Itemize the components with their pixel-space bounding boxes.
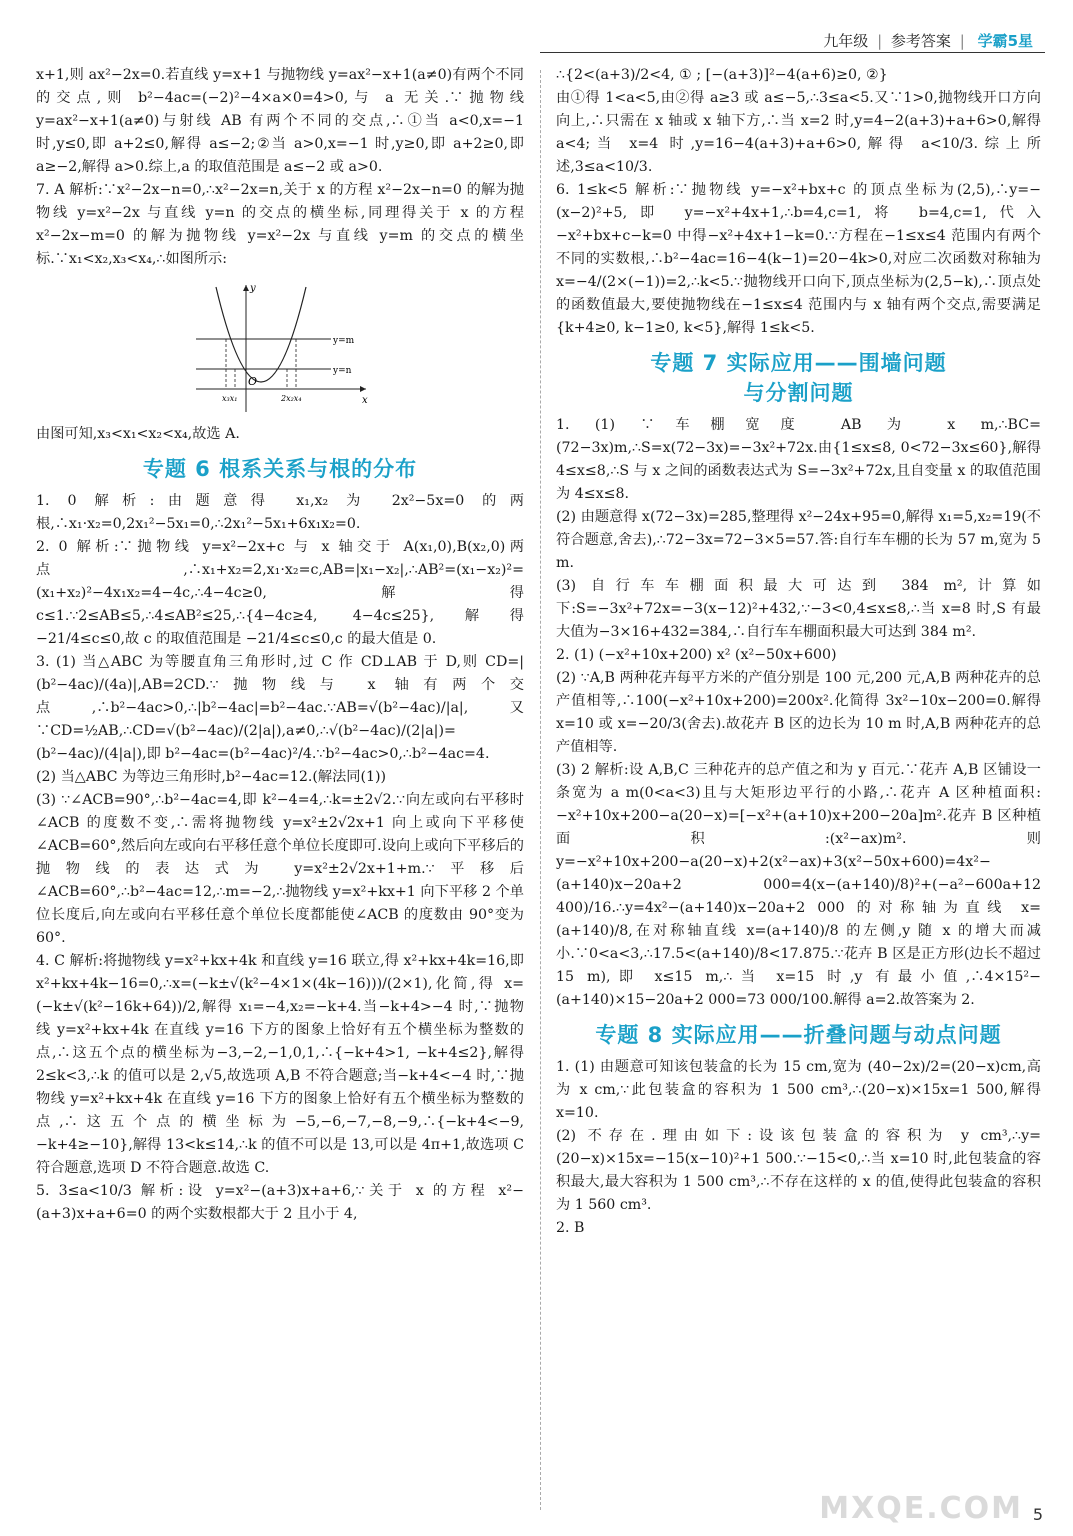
header-rule xyxy=(540,52,1045,53)
right-paragraph-12: 2. B xyxy=(556,1220,585,1236)
section-title-7-line-2: 与分割问题 xyxy=(743,381,854,405)
parabola-curve xyxy=(216,287,306,382)
right-column xyxy=(556,64,1041,1240)
parabola-figure xyxy=(186,277,376,417)
right-paragraph-6: (3) 自行车车棚面积最大可达到 384 m²,计算如下:S=−3x²+72x=−3(x−12)²+432,∵−3<0,4≤x≤8,∴当 x=8 时,S 有最大值为−3×16+432=384,∴自行车车棚面积最大可达到 384 m². xyxy=(556,578,1041,640)
x-axis-arrow xyxy=(360,386,366,392)
left-paragraph-10: 5. 3≤a<10/3 解析:设 y=x²−(a+3)x+a+6,∵关于 x 的方程 x²−(a+3)x+a+6=0 的两个实数根都大于 2 且小于 4, xyxy=(36,1183,524,1222)
page-number: 5 xyxy=(1032,1505,1043,1524)
y-axis-arrow xyxy=(243,285,249,291)
right-paragraph-8: (2) ∵A,B 两种花卉每平方米的产值分别是 100 元,200 元,A,B 两种花卉的总产值相等,∴100(−x²+10x+200)=200x².化简得 3x²−10x−200=0.解得 x=10 或 x=−20/3(舍去).故花卉 B 区的边长为 10 m 时,A,B 两种花卉的总产值相等. xyxy=(556,670,1041,755)
left-paragraph-9: 4. C 解析:将抛物线 y=x²+kx+4k 和直线 y=16 联立,得 x²+kx+4k=16,即 x²+kx+4k−16=0,∴x=(−k±√(k²−4×1×(4k−16)))/(2×1),化简,得 x=(−k±√(k²−16k+64))/2,解得 x₁=−4,x₂=−k+4.当−k+4>−4 时,∵抛物线 y=x²+kx+4k 在直线 y=16 下方的图象上恰好有五个横坐标为整数的点,∴这五个点的横坐标为−3,−2,−1,0,1,∴{−k+4>1, −k+4≤2},解得 2≤k<3,∴k 的值可以是 2,√5,故选项 A,B 不符合题意;当−k+4<−4 时,∵抛物线 y=x²+kx+4k 在直线 y=16 下方的图象上恰好有五个横坐标为整数的点,∴这五个点的横坐标为−5,−6,−7,−8,−9,∴{−k+4<−9, −k+4≥−10},解得 13<k≤14,∴k 的值不可以是 13,可以是 4π+1,故选项 C 符合题意,选项 D 不符合题意.故选 C. xyxy=(36,953,524,1176)
section-title-7 xyxy=(556,348,1041,408)
right-paragraph-3: 6. 1≤k<5 解析:∵抛物线 y=−x²+bx+c 的顶点坐标为(2,5),∴y=−(x−2)²+5,即 y=−x²+4x+1,∴b=4,c=1,将 b=4,c=1,代入−x²+bx+c−k=0 中得−x²+4x+1−k=0.∵方程在−1≤x≤4 范围内有两个不同的实数根,∴b²−4ac=16−4(k−1)=20−4k>0,对应二次函数对称轴为 x=−4/(2×(−1))=2,∴k<5.∵抛物线开口向下,顶点坐标为(2,5−k),∴顶点处的函数值最大,要使抛物线在−1≤x≤4 范围内与 x 轴有两个交点,需要满足{k+4≥0, k−1≥0, k<5},解得 1≤k<5. xyxy=(556,182,1041,336)
header-text xyxy=(823,30,1033,51)
page-header xyxy=(0,0,1073,60)
right-paragraph-2: 由①得 1<a<5,由②得 a≥3 或 a≤−5,∴3≤a<5.又∵1>0,抛物线开口方向向上,∴只需在 x 轴或 x 轴下方,∴当 x=2 时,y=4−2(a+3)+a+6>0,解得 a<4;当 x=4 时,y=16−4(a+3)+a+6>0,解得 a<10/3.综上所述,3≤a<10/3. xyxy=(556,90,1041,175)
right-paragraph-10: 1. (1) 由题意可知该包装盒的长为 15 cm,宽为 (40−2x)/2=(20−x)cm,高为 x cm,∵此包装盒的容积为 1 500 cm³,∴(20−x)×15x=1 500,解得 x=10. xyxy=(556,1059,1041,1121)
left-paragraph-1: x+1,则 ax²−2x=0.若直线 y=x+1 与抛物线 y=ax²−x+1(a≠0)有两个不同的交点,则 b²−4ac=(−2)²−4×a×0=4>0,与 a 无关.∵抛物线 y=ax²−x+1(a≠0)与射线 AB 有两个不同的交点,∴①当 a<0,x=−1 时,y≤0,即 a+2≤0,解得 a≤−2;②当 a>0,x=−1 时,y≥0,即 a+2≥0,即 a≥−2,解得 a>0.综上,a 的取值范围是 a≤−2 或 a>0. xyxy=(36,67,524,175)
right-paragraph-5: (2) 由题意得 x(72−3x)=285,整理得 x²−24x+95=0,解得 x₁=5,x₂=19(不符合题意,舍去),∴72−3x=72−3×5=57.答:自行车车棚的长为 57 m,宽为 5 m. xyxy=(556,509,1041,571)
left-paragraph-5: 2. 0 解析:∵抛物线 y=x²−2x+c 与 x 轴交于 A(x₁,0),B(x₂,0)两点,∴x₁+x₂=2,x₁·x₂=c,AB=|x₁−x₂|,∴AB²=(x₁−x₂)²=(x₁+x₂)²−4x₁x₂=4−4c,∴4−4c≥0,解得 c≤1.∵2≤AB≤5,∴4≤AB²≤25,∴{4−4c≥4, 4−4c≤25},解得 −21/4≤c≤0,故 c 的取值范围是 −21/4≤c≤0,c 的最大值是 0. xyxy=(36,539,524,647)
section-title-6: 专题 6 根系关系与根的分布 xyxy=(142,457,418,481)
line-m-label: y=m xyxy=(333,336,355,346)
header-label: 参考答案 xyxy=(890,32,951,50)
header-separator: | xyxy=(877,32,883,50)
origin-label: O xyxy=(248,375,258,388)
tick-label-left: x₃x₁ xyxy=(222,394,238,403)
right-paragraph-9: (3) 2 解析:设 A,B,C 三种花卉的总产值之和为 y 百元.∵花卉 A,B 区铺设一条宽为 a m(0<a<3)且与大矩形边平行的小路,∴花卉 A 区种植面积:−x²+10x+200−a(20−x)=[−x²+(a+10)x+200−20a]m².花卉 B 区种植面积:(x²−ax)m².则 y=−x²+10x+200−a(20−x)+2(x²−ax)+3(x²−50x+600)=4x²−(a+140)x−20a+2 000=4(x−(a+140)/8)²+(−a²−600a+12 400)/16.∴y=4x²−(a+140)x−20a+2 000 的对称轴为直线 x=(a+140)/8,在对称轴直线 x=(a+140)/8 的左侧,y 随 x 的增大而减小.∵0<a<3,∴17.5<(a+140)/8<17.875.∵花卉 B 区是正方形(边长不超过 15 m),即 x≤15 m,∴当 x=15 时,y 有最小值,∴4×15²−(a+140)×15−20a+2 000=73 000/100.解得 a=2.故答案为 2. xyxy=(556,762,1041,1008)
header-separator-2: | xyxy=(959,32,965,50)
left-paragraph-2: 7. A 解析:∵x²−2x−n=0,∴x²−2x=n,关于 x 的方程 x²−2x−n=0 的解为抛物线 y=x²−2x 与直线 y=n 的交点的横坐标,同理得关于 x 的方程 x²−2x−m=0 的解为抛物线 y=x²−2x 与直线 y=m 的交点的横坐标.∵x₁<x₂,x₃<x₄,∴如图所示: xyxy=(36,182,524,267)
parabola-graph xyxy=(186,277,376,417)
left-paragraph-3: 由图可知,x₃<x₁<x₂<x₄,故选 A. xyxy=(36,426,240,442)
line-n-label: y=n xyxy=(333,366,352,376)
left-paragraph-6: 3. (1) 当△ABC 为等腰直角三角形时,过 C 作 CD⊥AB 于 D,则 CD=|(b²−4ac)/(4a)|,AB=2CD.∵抛物线与 x 轴有两个交点,∴b²−4ac>0,∴|b²−4ac|=b²−4ac.∵AB=√(b²−4ac)/|a|,又∵CD=½AB,∴CD=√(b²−4ac)/(2|a|),a≠0,∴√(b²−4ac)/(2|a|)=(b²−4ac)/(4|a|),即 b²−4ac=(b²−4ac)²/4.∵b²−4ac>0,∴b²−4ac=4. xyxy=(36,654,524,762)
tick-label-right: 2x₂x₄ xyxy=(281,394,302,403)
watermark: MXQE.COM xyxy=(819,1491,1023,1526)
left-paragraph-4: 1. 0 解析:由题意得 x₁,x₂ 为 2x²−5x=0 的两根,∴x₁·x₂=0,2x₁²−5x₁=0,∴2x₁²−5x₁+6x₁x₂=0. xyxy=(36,493,524,532)
section-title-7-line-1: 专题 7 实际应用——围墙问题 xyxy=(650,351,947,375)
section-title-8: 专题 8 实际应用——折叠问题与动点问题 xyxy=(595,1023,1002,1047)
header-brand: 学霸5星 xyxy=(977,32,1033,50)
right-paragraph-11: (2) 不存在.理由如下:设该包装盒的容积为 y cm³,∴y=(20−x)×15x=−15(x−10)²+1 500.∵−15<0,∴当 x=10 时,此包装盒的容积最大,最大容积为 1 500 cm³,∴不存在这样的 x 的值,使得此包装盒的容积为 1 560 cm³. xyxy=(556,1128,1041,1213)
header-grade: 九年级 xyxy=(823,32,869,50)
column-divider xyxy=(540,70,541,1510)
x-axis-label: x xyxy=(362,395,368,406)
right-paragraph-4: 1. (1) ∵车棚宽度 AB 为 x m,∴BC=(72−3x)m,∴S=x(72−3x)=−3x²+72x.由{1≤x≤8, 0<72−3x≤60},解得 4≤x≤8,∴S 与 x 之间的函数表达式为 S=−3x²+72x,且自变量 x 的取值范围为 4≤x≤8. xyxy=(556,417,1041,502)
left-paragraph-7: (2) 当△ABC 为等边三角形时,b²−4ac=12.(解法同(1)) xyxy=(36,769,387,785)
left-column xyxy=(36,64,524,1226)
y-axis-label: y xyxy=(250,283,256,294)
right-paragraph-7: 2. (1) (−x²+10x+200) x² (x²−50x+600) xyxy=(556,647,837,663)
right-paragraph-1: ∴{2<(a+3)/2<4, ① ; [−(a+3)]²−4(a+6)≥0, ②} xyxy=(556,67,888,83)
left-paragraph-8: (3) ∵∠ACB=90°,∴b²−4ac=4,即 k²−4=4,∴k=±2√2.∵向左或向右平移时∠ACB 的度数不变,∴需将抛物线 y=x²±2√2x+1 向上或向下平移使∠ACB=60°,然后向左或向右平移任意个单位长度即可.设向上或向下平移后的抛物线的表达式为 y=x²±2√2x+1+m.∵平移后∠ACB=60°,∴b²−4ac=12,∴m=−2,∴抛物线 y=x²+kx+1 向下平移 2 个单位长度后,向左或向右平移任意个单位长度都能使∠ACB 的度数由 90°变为 60°. xyxy=(36,792,524,946)
